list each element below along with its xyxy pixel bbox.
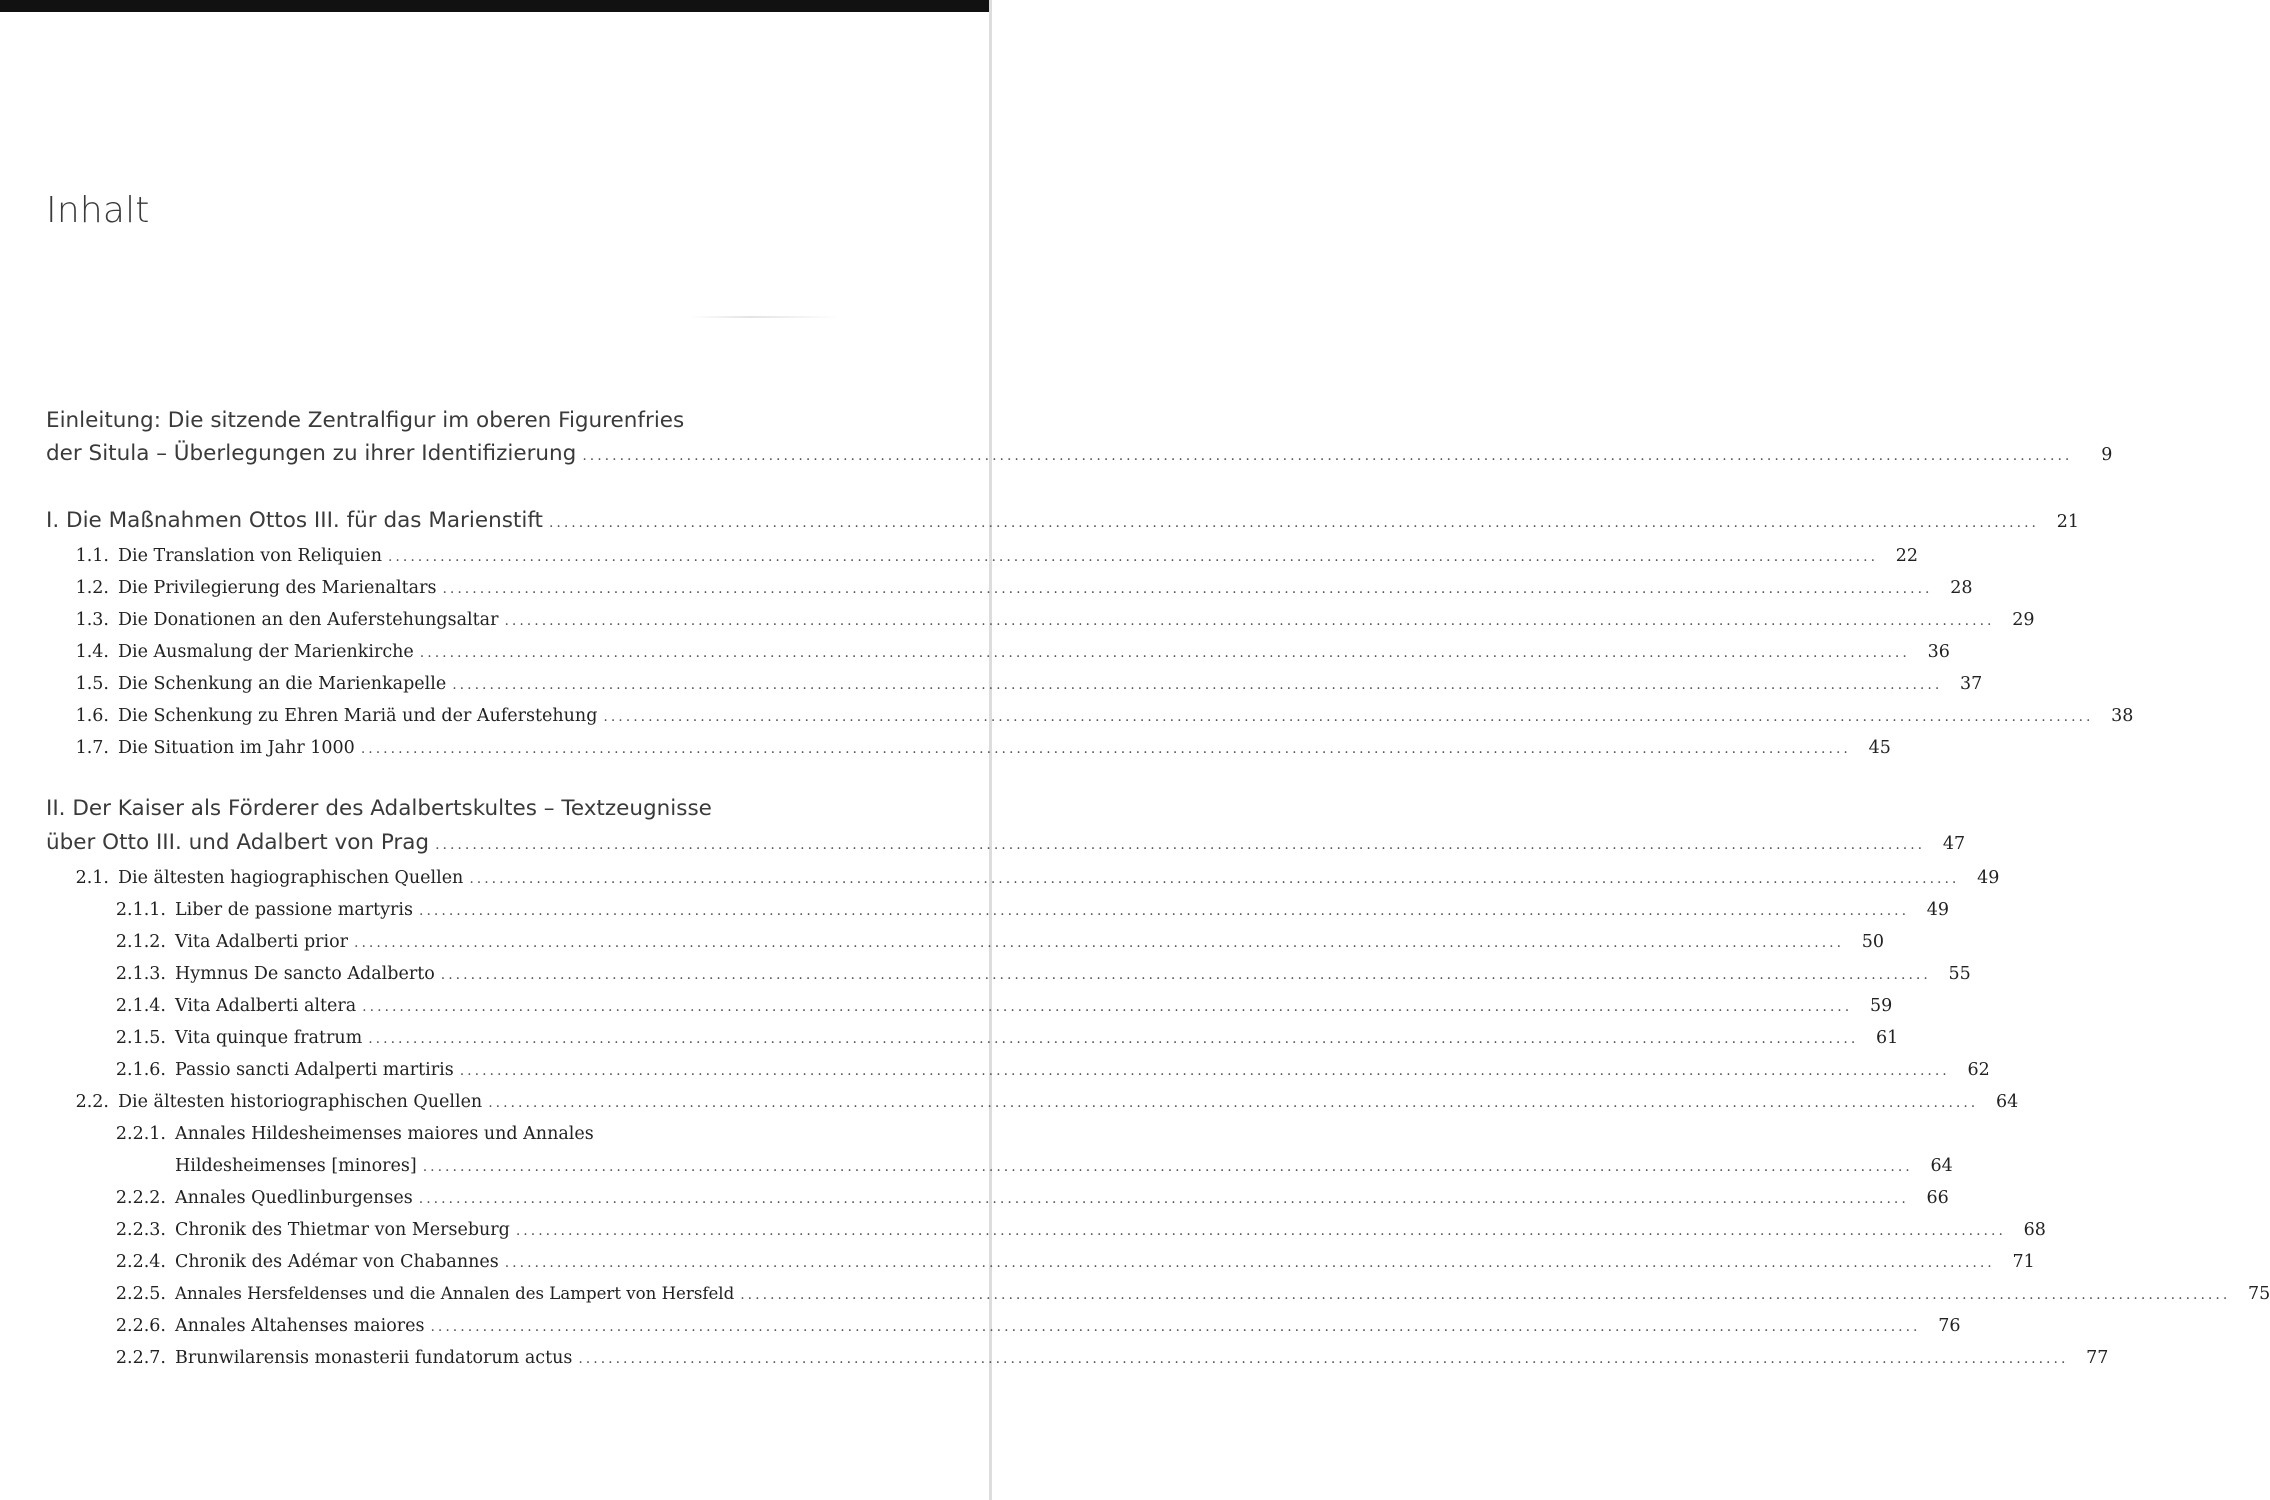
section-title: Die Schenkung zu Ehren Mariä und der Auferstehung (118, 706, 598, 726)
dot-leader: ........................................................................................................................................................................................................ (440, 967, 1931, 983)
section-number: 2.2.1. (115, 1124, 166, 1144)
section-number: 2.2.6. (115, 1316, 166, 1336)
page-number: 21 (2056, 512, 2079, 532)
section-title: Annales Quedlinburgenses (175, 1188, 413, 1208)
dot-leader: ........................................................................................................................................................................................................ (354, 935, 1845, 951)
page-number: 9 (2101, 445, 2113, 465)
section-number: 2.2.2. (115, 1188, 166, 1208)
toc-chapter-1[interactable] (46, 508, 2079, 533)
page-number: 49 (1977, 868, 2000, 888)
dot-leader: ........................................................................................................................................................................................................ (740, 1287, 2231, 1303)
toc-section-2-2[interactable] (60, 1092, 2019, 1112)
toc-section-1-1[interactable] (60, 546, 1919, 566)
scan-top-edge (0, 0, 992, 12)
section-title-line1: Annales Hildesheimenses maiores und Annales (175, 1124, 594, 1144)
dot-leader: ........................................................................................................................................................................................................ (582, 448, 2073, 464)
section-title: Chronik des Adémar von Chabannes (175, 1252, 499, 1272)
section-title: Vita Adalberti altera (175, 996, 357, 1016)
toc-section-1-4[interactable] (60, 642, 1950, 662)
toc-subsection-2-2-6[interactable] (100, 1316, 1961, 1336)
toc-subsection-2-2-1[interactable] (175, 1156, 1953, 1176)
dot-leader: ........................................................................................................................................................................................................ (362, 999, 1853, 1015)
section-title: Die Donationen an den Auferstehungsaltar (118, 610, 499, 630)
page-number: 22 (1895, 546, 1919, 566)
section-number: 2.1. (75, 868, 109, 888)
dot-leader: ........................................................................................................................................................................................................ (419, 903, 1910, 919)
section-title: Die Schenkung an die Marienkapelle (118, 674, 447, 694)
page-number: 37 (1960, 674, 1983, 694)
section-title: Die Translation von Reliquien (118, 546, 382, 566)
dot-leader: ........................................................................................................................................................................................................ (578, 1351, 2069, 1367)
section-title: Die Situation im Jahr 1000 (118, 738, 355, 758)
page-number: 29 (2012, 610, 2035, 630)
section-title: Hymnus De sancto Adalberto (175, 964, 435, 984)
section-title: Die Privilegierung des Marienaltars (118, 578, 437, 598)
section-number: 1.4. (75, 642, 109, 662)
section-title: Vita quinque fratrum (175, 1028, 363, 1048)
toc-intro-line2: der Situla – Überlegungen zu ihrer Identifizierung (46, 441, 577, 466)
toc-subsection-2-1-3[interactable] (100, 964, 1971, 984)
dot-leader: ........................................................................................................................................................................................................ (422, 1159, 1913, 1175)
toc-subsection-2-1-6[interactable] (100, 1060, 1990, 1080)
chapter-title: I. Die Maßnahmen Ottos III. für das Marienstift (46, 508, 543, 533)
section-number: 2.2. (75, 1092, 109, 1112)
page-number: 76 (1938, 1316, 1961, 1336)
page-number: 71 (2012, 1252, 2035, 1272)
section-number: 2.1.1. (115, 900, 166, 920)
section-number: 1.1. (75, 546, 109, 566)
toc-subsection-2-1-1[interactable] (100, 900, 1950, 920)
page-number: 50 (1861, 932, 1885, 952)
page-number: 75 (2248, 1284, 2270, 1304)
section-number: 2.1.5. (115, 1028, 166, 1048)
toc-subsection-2-2-5[interactable] (100, 1284, 2270, 1304)
section-title: Annales Hersfeldenses und die Annalen des Lampert von Hersfeld (175, 1284, 735, 1303)
dot-leader: ........................................................................................................................................................................................................ (548, 515, 2039, 531)
page-number: 66 (1926, 1188, 1949, 1208)
dot-leader: ........................................................................................................................................................................................................ (452, 677, 1943, 693)
toc-section-1-5[interactable] (60, 674, 1983, 694)
section-title: Liber de passione martyris (175, 900, 414, 920)
toc-section-1-2[interactable] (60, 578, 1973, 598)
toc-subsection-2-1-2[interactable] (100, 932, 1885, 952)
section-number: 1.5. (75, 674, 109, 694)
page-number: 45 (1868, 738, 1891, 758)
toc-subsection-2-2-4[interactable] (100, 1252, 2035, 1272)
section-number: 2.1.3. (115, 964, 166, 984)
page-number: 62 (1967, 1060, 1990, 1080)
page-number: 47 (1942, 834, 1966, 854)
toc-subsection-2-1-5[interactable] (100, 1028, 1899, 1048)
toc-section-2-1[interactable] (60, 868, 2000, 888)
chapter-title-line2: über Otto III. und Adalbert von Prag (46, 830, 430, 855)
toc-section-1-6[interactable] (60, 706, 2134, 726)
dot-leader: ........................................................................................................................................................................................................ (469, 871, 1960, 887)
page-number: 28 (1950, 578, 1973, 598)
section-number: 2.1.2. (115, 932, 166, 952)
page-number: 38 (2111, 706, 2134, 726)
section-title: Chronik des Thietmar von Merseburg (175, 1220, 510, 1240)
dot-leader: ........................................................................................................................................................................................................ (360, 741, 1851, 757)
section-number: 1.2. (75, 578, 109, 598)
dot-leader: ........................................................................................................................................................................................................ (603, 709, 2094, 725)
section-title-line2: Hildesheimenses [minores] (175, 1156, 417, 1176)
section-number: 2.2.5. (115, 1284, 166, 1304)
dot-leader: ........................................................................................................................................................................................................ (459, 1063, 1950, 1079)
page-number: 36 (1927, 642, 1950, 662)
section-title: Die ältesten hagiographischen Quellen (118, 868, 464, 888)
section-number: 2.2.7. (115, 1348, 166, 1368)
section-number: 2.2.4. (115, 1252, 166, 1272)
dot-leader: ........................................................................................................................................................................................................ (419, 645, 1910, 661)
section-number: 1.7. (75, 738, 109, 758)
toc-subsection-2-2-7[interactable] (100, 1348, 2109, 1368)
section-number: 2.2.3. (115, 1220, 166, 1240)
dot-leader: ........................................................................................................................................................................................................ (504, 613, 1995, 629)
section-number: 1.6. (75, 706, 109, 726)
section-title: Annales Altahenses maiores (175, 1316, 425, 1336)
dot-leader: ........................................................................................................................................................................................................ (435, 837, 1926, 853)
dot-leader: ........................................................................................................................................................................................................ (368, 1031, 1859, 1047)
page-title: Inhalt (46, 190, 150, 231)
page-number: 64 (1995, 1092, 2019, 1112)
page-number: 61 (1876, 1028, 1899, 1048)
toc-section-1-3[interactable] (60, 610, 2035, 630)
dot-leader: ........................................................................................................................................................................................................ (430, 1319, 1921, 1335)
dot-leader: ........................................................................................................................................................................................................ (488, 1095, 1979, 1111)
section-number: 2.1.4. (115, 996, 166, 1016)
toc-section-1-7[interactable] (60, 738, 1891, 758)
dot-leader: ........................................................................................................................................................................................................ (418, 1191, 1909, 1207)
toc-subsection-2-1-4[interactable] (100, 996, 1893, 1016)
dot-leader: ........................................................................................................................................................................................................ (442, 581, 1933, 597)
section-title: Die ältesten historiographischen Quellen (118, 1092, 483, 1112)
toc-chapter-2[interactable] (46, 830, 1966, 855)
page-number: 68 (2023, 1220, 2046, 1240)
toc-subsection-2-2-1-line1[interactable] (100, 1124, 864, 1144)
dot-leader: ........................................................................................................................................................................................................ (515, 1223, 2006, 1239)
dot-leader: ........................................................................................................................................................................................................ (504, 1255, 1995, 1271)
page-number: 55 (1948, 964, 1971, 984)
toc-chapter-2-line1: II. Der Kaiser als Förderer des Adalbertskultes – Textzeugnisse (46, 796, 712, 821)
page-number: 49 (1926, 900, 1950, 920)
section-title: Vita Adalberti prior (175, 932, 349, 952)
toc-subsection-2-2-3[interactable] (100, 1220, 2046, 1240)
page-number: 59 (1869, 996, 1893, 1016)
toc-intro[interactable] (46, 441, 2113, 466)
section-number: 2.1.6. (115, 1060, 166, 1080)
page-number: 77 (2086, 1348, 2109, 1368)
section-number: 1.3. (75, 610, 109, 630)
dot-leader: ........................................................................................................................................................................................................ (387, 549, 1879, 565)
section-title: Brunwilarensis monasterii fundatorum actus (175, 1348, 573, 1368)
scan-smudge (690, 316, 840, 318)
toc-subsection-2-2-2[interactable] (100, 1188, 1949, 1208)
section-title: Passio sancti Adalperti martiris (175, 1060, 454, 1080)
page-number: 64 (1930, 1156, 1953, 1176)
toc-intro-line1: Einleitung: Die sitzende Zentralfigur im oberen Figurenfries (46, 408, 685, 433)
section-title: Die Ausmalung der Marienkirche (118, 642, 414, 662)
